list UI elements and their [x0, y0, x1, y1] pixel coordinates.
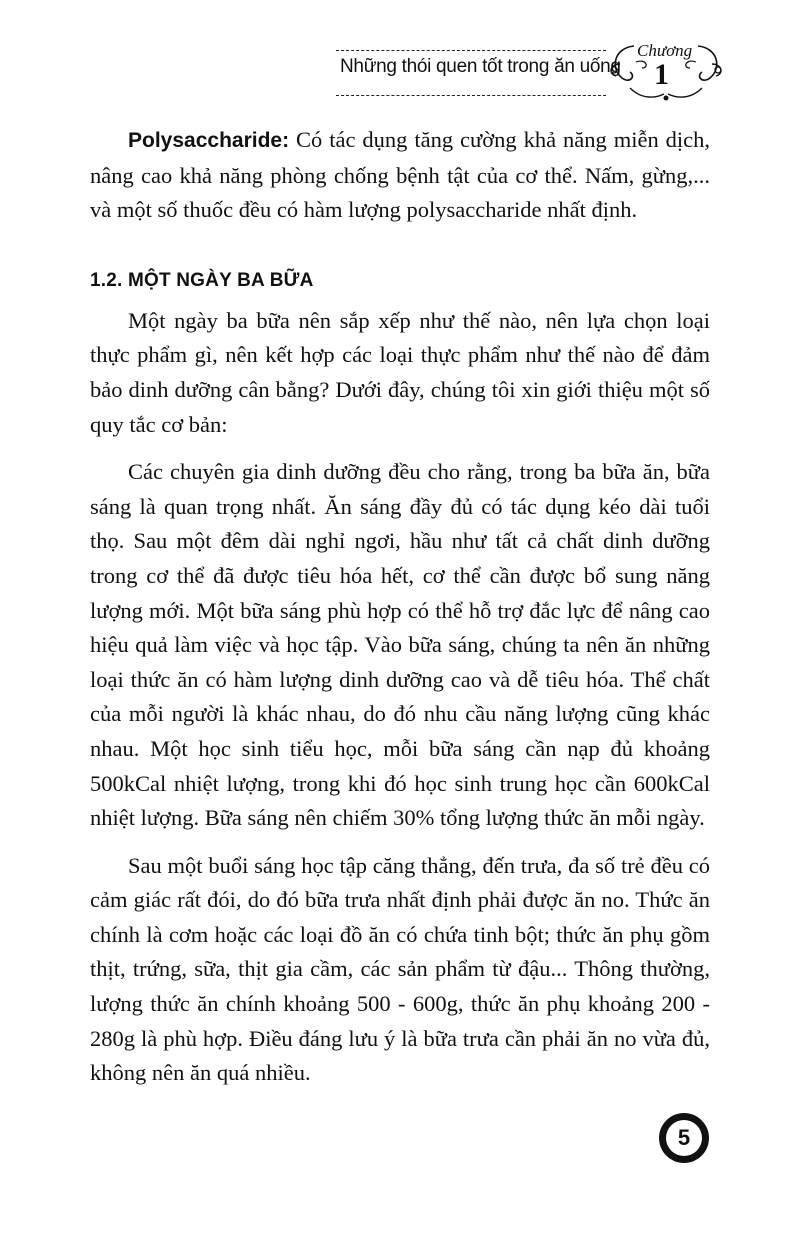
- running-title: Những thói quen tốt trong ăn uống: [340, 56, 621, 77]
- section-paragraph: Một ngày ba bữa nên sắp xếp như thế nào, nên lựa chọn loại thực phẩm gì, nên kết hợp các loại thực phẩm như thế nào để đảm bảo dinh dưỡng cân bằng? Dưới đây, chúng tôi xin giới thiệu một số quy tắc cơ bản:: [90, 307, 710, 437]
- section-heading: 1.2. MỘT NGÀY BA BỮA: [90, 269, 314, 291]
- page-number-badge: [659, 1113, 709, 1163]
- page-content: [90, 123, 710, 1091]
- intro-text: Có tác dụng tăng cường khả năng miễn dịch, nâng cao khả năng phòng chống bệnh tật của cơ thể. Nấm, gừng,... và một số thuốc đều có hàm lượng polysaccharide nhất định.: [90, 127, 710, 223]
- header-divider-top: [336, 50, 606, 51]
- chapter-label: Chương: [637, 41, 693, 60]
- page-number: 5: [666, 1120, 702, 1156]
- running-header: [336, 38, 796, 108]
- intro-term: Polysaccharide:: [128, 129, 290, 152]
- header-divider-bottom: [336, 95, 606, 96]
- chapter-number: 1: [654, 58, 669, 91]
- section-paragraph: Các chuyên gia dinh dưỡng đều cho rằng, trong ba bữa ăn, bữa sáng là quan trọng nhất. Ăn sáng đầy đủ có tác dụng kéo dài tuổi thọ. Sau một đêm dài nghỉ ngơi, hầu như tất cả chất dinh dưỡng trong cơ thể đã được tiêu hóa hết, cơ thể cần được bổ sung năng lượng mới. Một bữa sáng phù hợp có thể hỗ trợ đắc lực để nâng cao hiệu quả làm việc và học tập. Vào bữa sáng, chúng ta nên ăn những loại thức ăn có hàm lượng dinh dưỡng cao và dễ tiêu hóa. Thể chất của mỗi người là khác nhau, do đó nhu cầu năng lượng cũng khác nhau. Một học sinh tiểu học, mỗi bữa sáng cần nạp đủ khoảng 500kCal nhiệt lượng, trong khi đó học sinh trung học cần 600kCal nhiệt lượng. Bữa sáng nên chiếm 30% tổng lượng thức ăn mỗi ngày.: [90, 459, 710, 831]
- intro-paragraph: [90, 123, 710, 228]
- chapter-ornament: [606, 38, 726, 108]
- section-paragraph: Sau một buổi sáng học tập căng thẳng, đến trưa, đa số trẻ đều có cảm giác rất đói, do đó bữa trưa nhất định phải được ăn no. Thức ăn chính là cơm hoặc các loại đồ ăn có chứa tinh bột; thức ăn phụ gồm thịt, trứng, sữa, thịt gia cầm, các sản phẩm từ đậu... Thông thường, lượng thức ăn chính khoảng 500 - 600g, thức ăn phụ khoảng 200 - 280g là phù hợp. Điều đáng lưu ý là bữa trưa cần phải ăn no vừa đủ, không nên ăn quá nhiều.: [90, 852, 710, 1086]
